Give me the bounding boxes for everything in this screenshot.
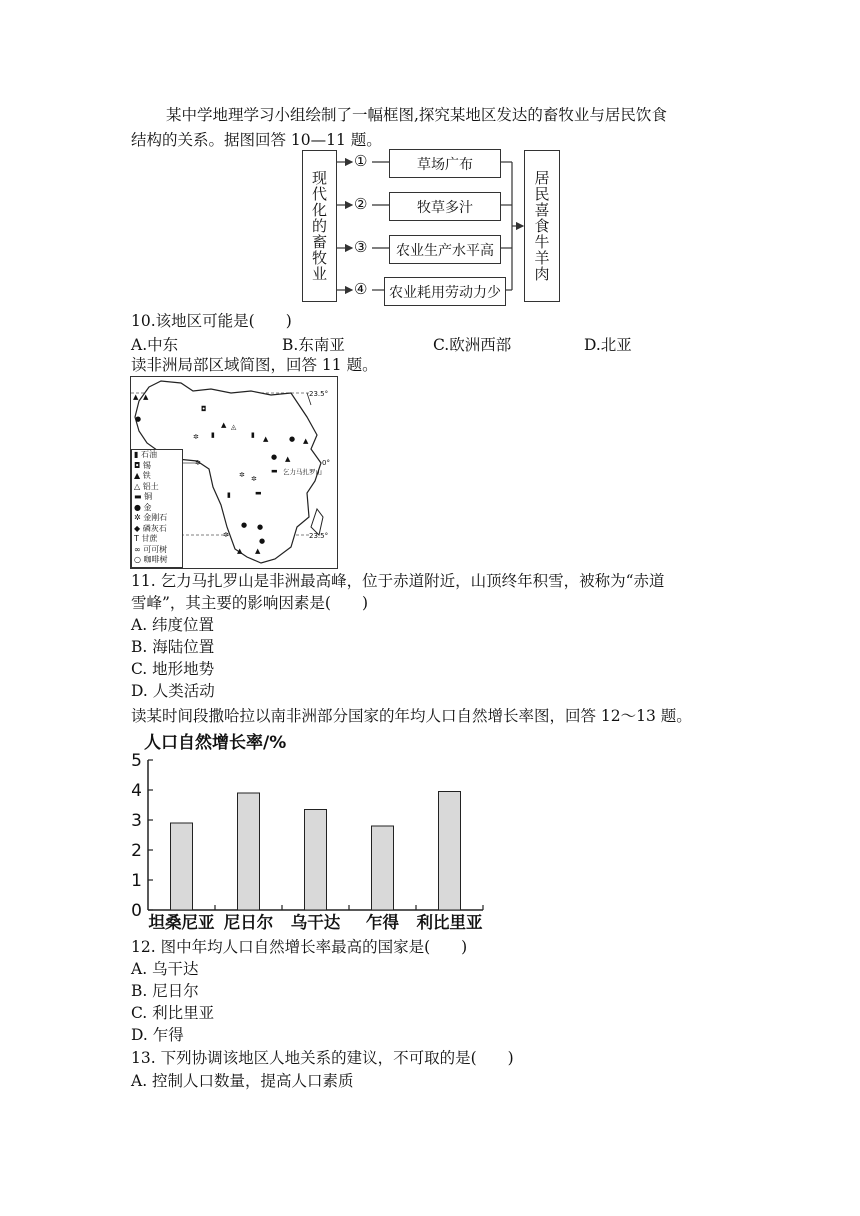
- map-lat-top: 23.5°: [309, 390, 329, 398]
- svg-text:◬: ◬: [231, 423, 237, 431]
- bar-1: [171, 823, 193, 910]
- q10-option-c: C.欧洲西部: [433, 336, 512, 354]
- map-lat-eq: 0°: [322, 459, 330, 467]
- bar-3: [305, 810, 327, 911]
- svg-text:▲: ▲: [143, 393, 149, 401]
- flow-diagram: [300, 148, 562, 304]
- oil-icon: ▮: [134, 450, 141, 459]
- q12-option-d: D. 乍得: [131, 1026, 184, 1044]
- map-kili-label: 乞力马扎罗山: [283, 468, 322, 476]
- phosphate-icon: ◆: [134, 523, 143, 533]
- coffee-icon: ○: [134, 555, 144, 564]
- x-category-label: 尼日尔: [223, 913, 274, 932]
- q12-option-c: C. 利比里亚: [131, 1004, 215, 1022]
- bauxite-icon: △: [134, 481, 143, 491]
- flow-num-1: ①: [354, 152, 368, 170]
- svg-text:▲: ▲: [285, 455, 291, 463]
- copper-icon: ▬: [134, 492, 145, 501]
- svg-text:▬: ▬: [271, 467, 278, 475]
- bar-5: [439, 792, 461, 911]
- x-category-label: 乍得: [366, 913, 399, 932]
- q11-option-b: B. 海陆位置: [131, 638, 215, 656]
- flow-box-4: 农业耗用劳动力少: [384, 277, 506, 306]
- q11-option-c: C. 地形地势: [131, 660, 215, 678]
- q13-stem: 13. 下列协调该地区人地关系的建议，不可取的是( ): [131, 1049, 514, 1067]
- gold-icon: ●: [134, 502, 144, 512]
- iron-icon: ▲: [134, 471, 143, 480]
- legend-item-sugarcane: T 甘蔗: [134, 534, 158, 543]
- chart-intro: 读某时间段撒哈拉以南非洲部分国家的年均人口自然增长率图，回答 12～13 题。: [131, 707, 692, 725]
- svg-text:▲: ▲: [263, 435, 269, 443]
- bar-4: [372, 826, 394, 910]
- svg-text:✲: ✲: [195, 459, 201, 467]
- map-intro: 读非洲局部区域简图，回答 11 题。: [131, 356, 378, 374]
- q12-stem: 12. 图中年均人口自然增长率最高的国家是( ): [131, 938, 468, 956]
- svg-text:◘: ◘: [201, 405, 207, 413]
- chart-title: 人口自然增长率/%: [144, 733, 287, 753]
- svg-text:●: ●: [241, 521, 248, 529]
- bar-2: [238, 793, 260, 910]
- flow-num-4: ④: [354, 280, 368, 298]
- x-category-label: 乌干达: [290, 913, 341, 932]
- legend-item-bauxite: △ 铝土: [134, 481, 159, 491]
- svg-text:▲: ▲: [221, 421, 227, 429]
- svg-text:✲: ✲: [193, 433, 199, 441]
- q11-option-a: A. 纬度位置: [131, 616, 215, 634]
- flow-box-1: 草场广布: [389, 149, 501, 178]
- flow-box-2: 牧草多汁: [389, 192, 501, 221]
- x-category-label: 坦桑尼亚: [148, 913, 215, 932]
- q12-option-b: B. 尼日尔: [131, 982, 199, 1000]
- y-tick-label: 4: [131, 781, 142, 801]
- legend-item-gold: ● 金: [134, 502, 152, 512]
- legend-item-oil: ▮ 石油: [134, 450, 157, 459]
- x-category-label: 利比里亚: [416, 913, 483, 932]
- map-legend: [131, 449, 183, 568]
- flow-box-3: 农业生产水平高: [389, 235, 501, 264]
- svg-text:▮: ▮: [211, 431, 215, 439]
- diamond-icon: ✲: [134, 513, 144, 522]
- legend-item-iron: ▲ 铁: [134, 471, 151, 480]
- svg-text:▲: ▲: [237, 547, 243, 555]
- flow-num-2: ②: [354, 195, 368, 213]
- q11-stem-1: 11. 乞力马扎罗山是非洲最高峰，位于赤道附近，山顶终年积雪，被称为“赤道: [131, 572, 665, 590]
- y-tick-label: 2: [131, 841, 142, 861]
- q11-option-d: D. 人类活动: [131, 682, 215, 700]
- intro-line-2: 结构的关系。据图回答 10—11 题。: [131, 131, 382, 149]
- q10-option-d: D.北亚: [584, 336, 632, 354]
- svg-text:▬: ▬: [255, 489, 262, 497]
- map-lat-bottom: 23.5°: [309, 532, 329, 540]
- svg-text:●: ●: [135, 415, 142, 423]
- svg-text:▲: ▲: [255, 547, 261, 555]
- africa-map: [130, 376, 338, 569]
- legend-item-cocoa: ∞ 可可树: [134, 544, 168, 554]
- svg-text:●: ●: [259, 537, 266, 545]
- legend-item-copper: ▬ 铜: [134, 492, 153, 501]
- population-growth-chart: [128, 730, 490, 935]
- y-tick-label: 5: [131, 751, 142, 771]
- svg-text:✲: ✲: [223, 531, 229, 539]
- svg-text:✲: ✲: [239, 471, 245, 479]
- cocoa-icon: ∞: [134, 544, 144, 554]
- y-tick-label: 3: [131, 811, 142, 831]
- y-tick-label: 1: [131, 871, 142, 891]
- legend-item-diamond: ✲ 金刚石: [134, 513, 168, 522]
- flow-right-box: 居民喜食牛羊肉: [524, 150, 560, 302]
- svg-text:▲: ▲: [303, 437, 309, 445]
- svg-text:✲: ✲: [251, 475, 257, 483]
- intro-line-1: 某中学地理学习小组绘制了一幅框图,探究某地区发达的畜牧业与居民饮食: [166, 106, 667, 124]
- q11-stem-2: 雪峰”，其主要的影响因素是( ): [131, 594, 369, 612]
- svg-text:●: ●: [257, 523, 264, 531]
- svg-text:●: ●: [289, 435, 296, 443]
- legend-item-tin: ◘ 锡: [134, 460, 151, 470]
- q10-stem: 10.该地区可能是( ): [131, 312, 292, 330]
- svg-text:▲: ▲: [133, 393, 139, 401]
- y-tick-label: 0: [131, 901, 142, 921]
- tin-icon: ◘: [134, 460, 143, 470]
- legend-item-coffee: ○ 咖啡树: [134, 555, 168, 564]
- sugarcane-icon: T: [134, 534, 142, 543]
- q10-option-b: B.东南亚: [282, 336, 345, 354]
- flow-num-3: ③: [354, 238, 368, 256]
- legend-item-phosphate: ◆ 磷灰石: [134, 523, 167, 533]
- svg-text:▮: ▮: [227, 491, 231, 499]
- svg-text:●: ●: [271, 453, 278, 461]
- q13-option-a: A. 控制人口数量，提高人口素质: [131, 1072, 354, 1090]
- svg-text:▮: ▮: [251, 431, 255, 439]
- flow-left-box: 现代化的畜牧业: [302, 150, 337, 302]
- q10-option-a: A.中东: [131, 336, 179, 354]
- q12-option-a: A. 乌干达: [131, 960, 199, 978]
